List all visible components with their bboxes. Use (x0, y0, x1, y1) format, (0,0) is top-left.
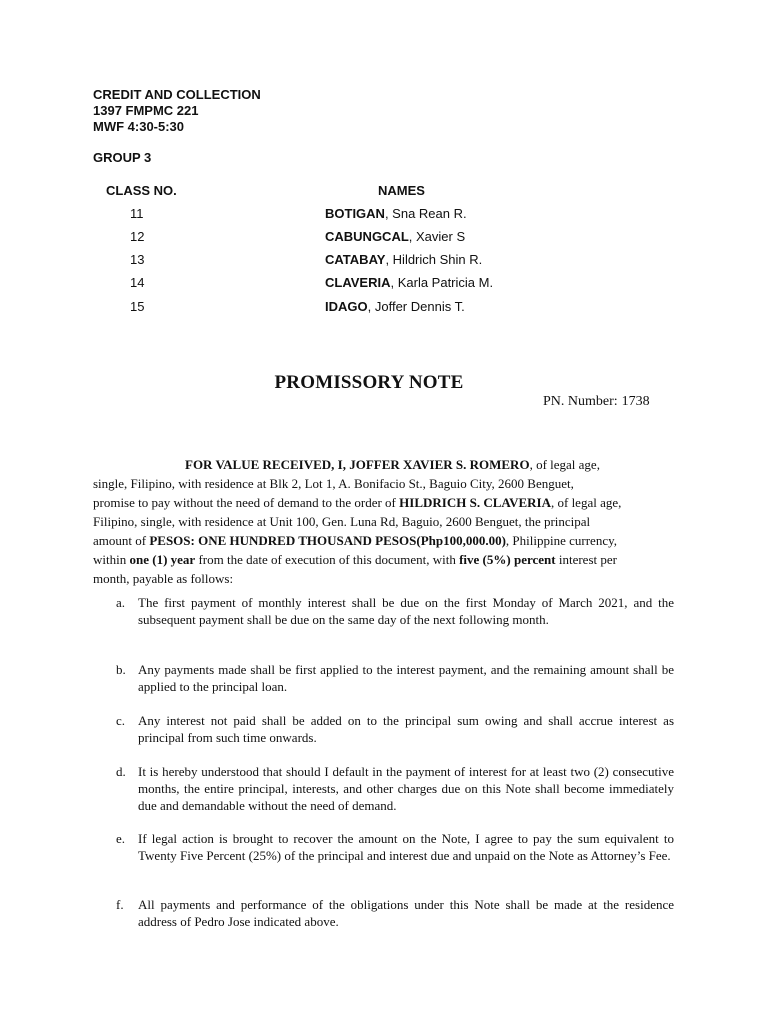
clause-letter: f. (116, 897, 124, 912)
principal-amount: PESOS: ONE HUNDRED THOUSAND PESOS(Php100,000.00) (149, 533, 506, 548)
class-number: 14 (130, 275, 145, 290)
clause-text: All payments and performance of the obligations under this Note shall be made at the residence address of Pedro Jose indicated above. (138, 897, 674, 929)
creditor-name: HILDRICH S. CLAVERIA (399, 495, 551, 510)
debtor-declaration: FOR VALUE RECEIVED, I, JOFFER XAVIER S. ROMERO (185, 457, 530, 472)
interest-rate: five (5%) percent (459, 552, 556, 567)
intro-paragraph (93, 455, 683, 588)
member-surname: CATABAY (325, 252, 386, 267)
member-given-name: , Sna Rean R. (384, 206, 467, 221)
member-given-name: , Joffer Dennis T. (367, 299, 465, 314)
course-header (93, 87, 261, 135)
member-surname: IDAGO (325, 299, 368, 314)
intro-text: promise to pay without the need of demand to the order of (93, 495, 400, 510)
table-row (0, 229, 768, 249)
clause-letter: e. (116, 831, 126, 846)
member-given-name: , Xavier S (408, 229, 466, 244)
clause-letter: c. (116, 713, 126, 728)
document-title (0, 372, 768, 394)
member-name (325, 275, 493, 290)
clause-text: Any payments made shall be first applied to the interest payment, and the remaining amount shall be applied to the principal loan. (138, 662, 674, 694)
member-name (325, 299, 465, 314)
table-row (0, 275, 768, 295)
course-schedule: MWF 4:30-5:30 (93, 119, 185, 134)
class-number: 15 (130, 299, 145, 314)
clause-letter: a. (116, 595, 126, 610)
intro-text: , of legal age, (550, 495, 622, 510)
table-row (0, 206, 768, 226)
clause-text: The first payment of monthly interest shall be due on the first Monday of March 2021, and the subsequent payment shall be due on the same day of the next following month. (138, 595, 674, 627)
member-name (325, 206, 467, 221)
course-code: 1397 FMPMC 221 (93, 103, 199, 118)
intro-line (93, 531, 683, 550)
group-label: GROUP 3 (93, 150, 152, 165)
pn-number (543, 394, 650, 410)
clause-letter: d. (116, 764, 126, 779)
clause-text: If legal action is brought to recover the amount on the Note, I agree to pay the sum equivalent to Twenty Five Percent (25%) of the principal and interest due and unpaid on the Note as Attorney’s Fee. (138, 831, 674, 863)
class-no-header: CLASS NO. (106, 183, 177, 198)
member-name (325, 252, 482, 267)
member-given-name: , Hildrich Shin R. (385, 252, 483, 267)
clause-letter: b. (116, 662, 126, 677)
table-row (0, 299, 768, 319)
class-number: 12 (130, 229, 145, 244)
intro-text: from the date of execution of this document, with (195, 552, 460, 567)
intro-line: month, payable as follows: (93, 571, 234, 586)
member-given-name: , Karla Patricia M. (390, 275, 494, 290)
intro-text: amount of (93, 533, 150, 548)
intro-line: single, Filipino, with residence at Blk 2, Lot 1, A. Bonifacio St., Baguio City, 2600 Benguet, (93, 476, 574, 491)
table-row (0, 252, 768, 272)
intro-line (93, 550, 683, 569)
intro-line (93, 455, 683, 474)
pn-number-label: PN. Number: (543, 394, 618, 409)
pn-number-value: 1738 (621, 394, 650, 409)
course-title: CREDIT AND COLLECTION (93, 87, 261, 102)
member-surname: BOTIGAN (325, 206, 385, 221)
loan-term: one (1) year (129, 552, 196, 567)
intro-text: , of legal age, (529, 457, 600, 472)
member-name (325, 229, 465, 244)
member-surname: CLAVERIA (325, 275, 391, 290)
intro-line (93, 493, 683, 512)
class-number: 11 (130, 206, 144, 221)
intro-text: , Philippine currency, (505, 533, 617, 548)
member-surname: CABUNGCAL (325, 229, 409, 244)
class-number: 13 (130, 252, 145, 267)
intro-text: interest per (555, 552, 617, 567)
clause-text: Any interest not paid shall be added on to the principal sum owing and shall accrue interest as principal from such time onwards. (138, 713, 674, 745)
clause-text: It is hereby understood that should I default in the payment of interest for at least two (2) consecutive months, the entire principal, interests, and other charges due on this Note shall become immediately due and demandable without the need of demand. (138, 764, 674, 813)
intro-line: Filipino, single, with residence at Unit 100, Gen. Luna Rd, Baguio, 2600 Benguet, the principal (93, 514, 591, 529)
document-title-text: PROMISSORY NOTE (274, 372, 464, 393)
intro-text: within (93, 552, 130, 567)
names-header: NAMES (378, 183, 425, 198)
